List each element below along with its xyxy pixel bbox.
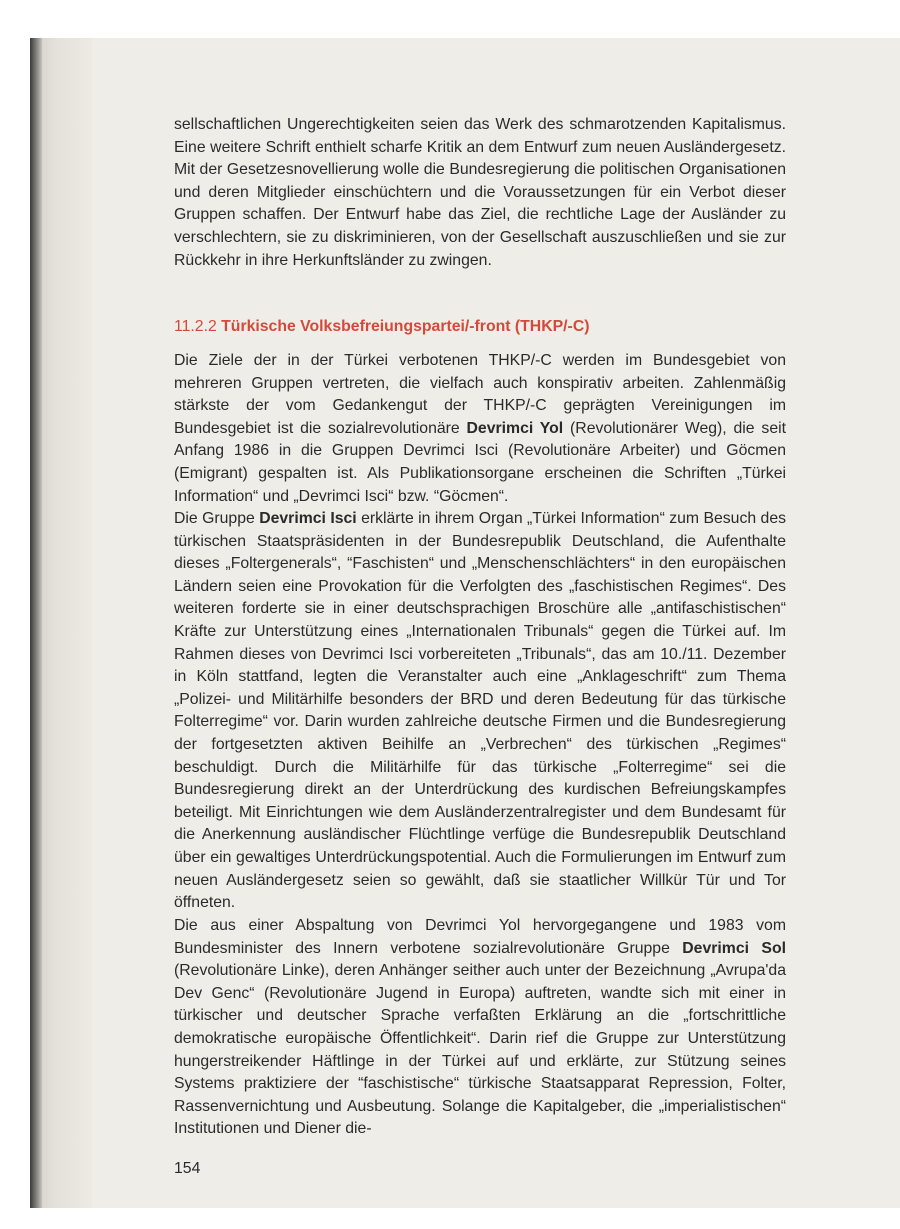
paragraph-2 [174, 350, 786, 508]
paragraph-4 [174, 915, 786, 1141]
paragraph-1-text: sellschaftlichen Ungerechtigkeiten seien das Werk des schmarotzenden Kapitalismus. Eine weitere Schrift enthielt scharfe Kritik an dem Entwurf zum neuen Ausländergesetz. Mit der Gesetzesnovellierung wolle die Bundesregierung die politischen Organisationen und deren Mitglieder einschüchtern und die Voraussetzungen für ein Verbot dieser Gruppen schaffen. Der Entwurf habe das Ziel, die rechtliche Lage der Ausländer zu verschlechtern, sie zu diskriminieren, von der Gesellschaft auszuschließen und sie zur Rückkehr in ihre Herkunftsländer zu zwingen. [174, 116, 786, 269]
paragraph-3-text-a: Die Gruppe [174, 510, 260, 527]
paragraph-4-text-a: Die aus einer Abspaltung von Devrimci Yol hervorgegangene und 1983 vom Bundesminister des Innern verbotene sozialrevolutionäre Gruppe [174, 917, 786, 957]
paragraph-4-text-b: (Revolutionäre Linke), deren Anhänger seither auch unter der Bezeichnung „Avrupa'da Dev Genc“ (Revolutionäre Jugend in Europa) auftreten, wandte sich mit einer in türkischer und deutscher Sprache verfaßten Erklärung an die „fortschrittliche demokratische europäische Öffentlichkeit“. Darin rief die Gruppe zur Unterstützung hungerstreikender Häftlinge in der Türkei auf und erklärte, zur Stützung seines Systems praktiziere der “faschistische“ türkische Staatsapparat Repression, Folter, Rassenvernichtung und Ausbeutung. Solange die Kapitalgeber, die „imperialistischen“ Institutionen und Diener die- [174, 962, 786, 1138]
paragraph-3 [174, 508, 786, 915]
paragraph-2-text-b: (Revolutionärer Weg), die seit Anfang 1986 in die Gruppen Devrimci Isci (Revolutionäre Arbeiter) und Göcmen (Emigrant) gespalten ist. Als Publikationsorgane erscheinen die Schriften „Türkei Information“ und „Devrimci Isci“ bzw. “Göcmen“. [174, 419, 787, 505]
page-number: 154 [174, 1160, 201, 1177]
section-heading [174, 318, 786, 336]
paragraph-3-text-b: erklärte in ihrem Organ „Türkei Information“ zum Besuch des türkischen Staatspräsidenten in der Bundesrepublik Deutschland, die Aufenthalte dieses „Foltergenerals“, “Faschisten“ und „Menschenschlächters“ in den europäischen Ländern seien eine Provokation für die Verfolgten des „faschistischen Regimes“. Des weiteren forderte sie in einer deutschsprachigen Broschüre alle „antifaschistischen“ Kräfte zur Unterstützung eines „Internationalen Tribunals“ gegen die Türkei auf. Im Rahmen dieses von Devrimci Isci vorbereiteten „Tribunals“, das am 10./11. Dezember in Köln stattfand, legten die Veranstalter auch eine „Anklageschrift“ zum Thema „Polizei- und Militärhilfe besonders der BRD und deren Bedeutung für das türkische Folterregime“ vor. Darin wurden zahlreiche deutsche Firmen und die Bundesregierung der fortgesetzten aktiven Beihilfe an „Verbrechen“ des türkischen „Regimes“ beschuldigt. Durch die Militärhilfe für das türkische „Folterregime“ sei die Bundesregierung direkt an der Unterdrückung des kurdischen Befreiungskampfes beteiligt. Mit Einrichtungen wie dem Ausländerzentralregister und dem Bundesamt für die Anerkennung ausländischer Flüchtlinge verfüge die Bundesrepublik Deutschland über ein gewaltiges Unterdrückungspotential. Auch die Formulierungen im Entwurf zum neuen Ausländergesetz seien so gewählt, daß sie staatlicher Willkür Tür und Tor öffneten. [174, 510, 787, 912]
section-title: Türkische Volksbefreiungspartei/-front (THKP/-C) [221, 318, 590, 335]
paragraph-4-bold-term: Devrimci Sol [682, 939, 786, 957]
section-number: 11.2.2 [174, 318, 217, 335]
paragraph-2-text-a: Die Ziele der in der Türkei verbotenen THKP/-C werden im Bundesgebiet von mehreren Gruppen vertreten, die vielfach auch konspirativ arbeiten. Zahlenmäßig stärkste der vom Gedankengut der THKP/-C geprägten Vereinigungen im Bundesgebiet ist die sozialrevolutionäre [174, 352, 786, 437]
paragraph-1 [174, 114, 786, 272]
paragraph-2-bold-term: Devrimci Yol [466, 419, 564, 437]
paragraph-3-bold-term: Devrimci Isci [259, 510, 357, 527]
book-binding-edge [30, 38, 42, 1208]
